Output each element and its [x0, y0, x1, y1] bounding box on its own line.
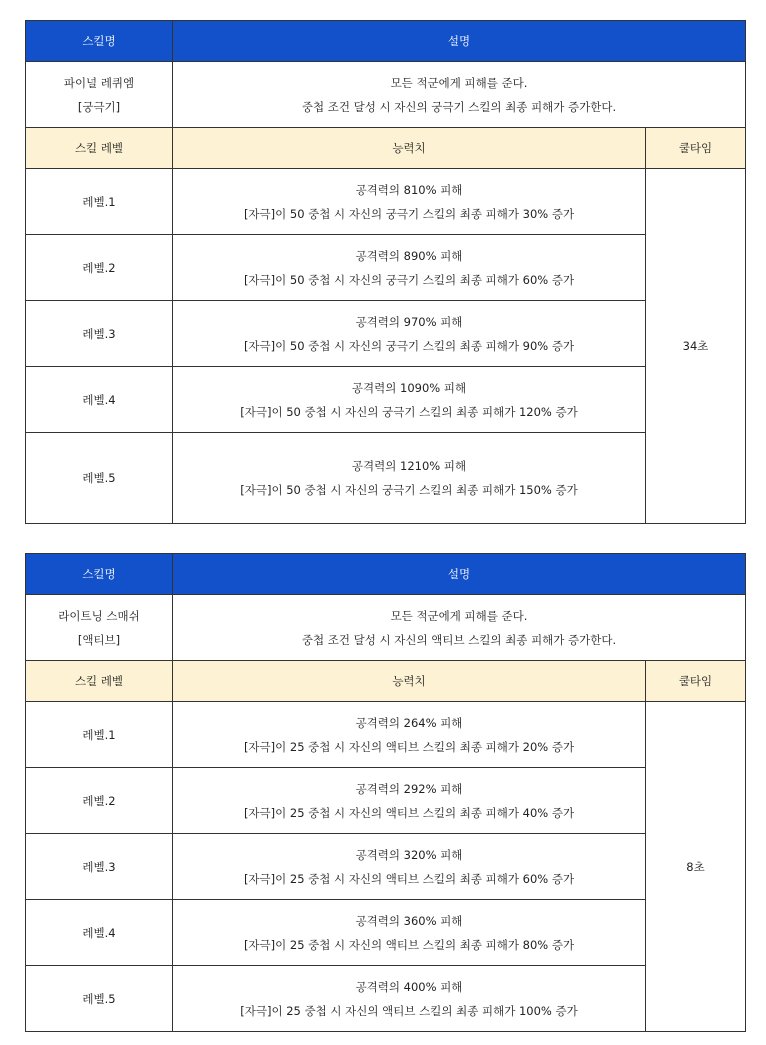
table-row [26, 301, 746, 367]
ability-stack-bonus: [자극]이 50 중첩 시 자신의 궁극기 스킬의 최종 피해가 120% 증가 [240, 404, 578, 419]
ability-cell [173, 235, 646, 301]
level-label: 레벨.5 [26, 966, 173, 1032]
ability-stack-bonus: [자극]이 25 중첩 시 자신의 액티브 스킬의 최종 피해가 100% 증가 [240, 1003, 578, 1018]
cooldown-value: 34초 [646, 169, 746, 524]
ability-damage: 공격력의 1090% 피해 [351, 380, 467, 395]
skill-name-header: 스킬명 [26, 21, 173, 62]
skill-description-cell [173, 62, 746, 128]
skill-description-line: 중첩 조건 달성 시 자신의 액티브 스킬의 최종 피해가 증가한다. [301, 632, 617, 647]
table-row [26, 235, 746, 301]
ability-damage: 공격력의 360% 피해 [355, 913, 463, 928]
description-header: 설명 [173, 554, 746, 595]
ability-stack-bonus: [자극]이 25 중첩 시 자신의 액티브 스킬의 최종 피해가 40% 증가 [243, 805, 575, 820]
cooldown-header: 쿨타임 [646, 128, 746, 169]
table-row [26, 900, 746, 966]
skill-table-final-requiem [25, 20, 746, 524]
table-row [26, 169, 746, 235]
table-row [26, 768, 746, 834]
level-label: 레벨.4 [26, 900, 173, 966]
table-row [26, 702, 746, 768]
table-row [26, 433, 746, 524]
skill-description-line: 모든 적군에게 피해를 준다. [390, 75, 528, 90]
table-header-row [26, 21, 746, 62]
cooldown-header: 쿨타임 [646, 661, 746, 702]
skill-level-header: 스킬 레벨 [26, 661, 173, 702]
table-row [26, 966, 746, 1032]
skill-name: 파이널 레퀴엠 [63, 75, 135, 90]
ability-stack-bonus: [자극]이 25 중첩 시 자신의 액티브 스킬의 최종 피해가 20% 증가 [243, 739, 575, 754]
ability-stack-bonus: [자극]이 25 중첩 시 자신의 액티브 스킬의 최종 피해가 80% 증가 [243, 937, 575, 952]
ability-damage: 공격력의 1210% 피해 [351, 459, 467, 473]
skill-info-row [26, 595, 746, 661]
ability-damage: 공격력의 292% 피해 [355, 781, 463, 796]
level-label: 레벨.4 [26, 367, 173, 433]
ability-damage: 공격력의 264% 피해 [355, 715, 463, 730]
ability-cell [173, 768, 646, 834]
skill-info-row [26, 62, 746, 128]
ability-cell [173, 301, 646, 367]
ability-cell [173, 834, 646, 900]
ability-stack-bonus: [자극]이 50 중첩 시 자신의 궁극기 스킬의 최종 피해가 30% 증가 [243, 206, 575, 221]
ability-header: 능력치 [173, 128, 646, 169]
ability-stack-bonus: [자극]이 50 중첩 시 자신의 궁극기 스킬의 최종 피해가 60% 증가 [243, 272, 575, 287]
level-label: 레벨.1 [26, 169, 173, 235]
ability-damage: 공격력의 400% 피해 [355, 979, 463, 994]
ability-damage: 공격력의 890% 피해 [355, 248, 463, 263]
ability-header: 능력치 [173, 661, 646, 702]
ability-cell [173, 367, 646, 433]
level-label: 레벨.1 [26, 702, 173, 768]
ability-cell [173, 966, 646, 1032]
skill-table-lightning-smash [25, 553, 746, 1032]
ability-damage: 공격력의 810% 피해 [355, 182, 463, 197]
description-header: 설명 [173, 21, 746, 62]
level-label: 레벨.2 [26, 768, 173, 834]
table-header-row [26, 554, 746, 595]
skill-type: [액티브] [77, 632, 121, 647]
skill-level-header: 스킬 레벨 [26, 128, 173, 169]
skill-description-line: 모든 적군에게 피해를 준다. [390, 608, 528, 623]
skill-description-line: 중첩 조건 달성 시 자신의 궁극기 스킬의 최종 피해가 증가한다. [301, 99, 617, 114]
skill-name: 라이트닝 스매쉬 [58, 608, 140, 623]
level-header-row [26, 661, 746, 702]
cooldown-value: 8초 [646, 702, 746, 1032]
level-label: 레벨.5 [26, 433, 173, 524]
level-header-row [26, 128, 746, 169]
ability-cell [173, 900, 646, 966]
ability-cell [173, 702, 646, 768]
level-label: 레벨.2 [26, 235, 173, 301]
table-row [26, 834, 746, 900]
skill-name-cell [26, 62, 173, 128]
ability-stack-bonus: [자극]이 50 중첩 시 자신의 궁극기 스킬의 최종 피해가 90% 증가 [243, 338, 575, 353]
ability-stack-bonus: [자극]이 50 중첩 시 자신의 궁극기 스킬의 최종 피해가 150% 증가 [240, 483, 578, 497]
level-label: 레벨.3 [26, 301, 173, 367]
ability-damage: 공격력의 320% 피해 [355, 847, 463, 862]
ability-stack-bonus: [자극]이 25 중첩 시 자신의 액티브 스킬의 최종 피해가 60% 증가 [243, 871, 575, 886]
ability-cell [173, 169, 646, 235]
ability-damage: 공격력의 970% 피해 [355, 314, 463, 329]
skill-type: [궁극기] [77, 99, 121, 114]
ability-cell [173, 433, 646, 524]
skill-description-cell [173, 595, 746, 661]
skill-name-cell [26, 595, 173, 661]
level-label: 레벨.3 [26, 834, 173, 900]
skill-name-header: 스킬명 [26, 554, 173, 595]
table-row [26, 367, 746, 433]
